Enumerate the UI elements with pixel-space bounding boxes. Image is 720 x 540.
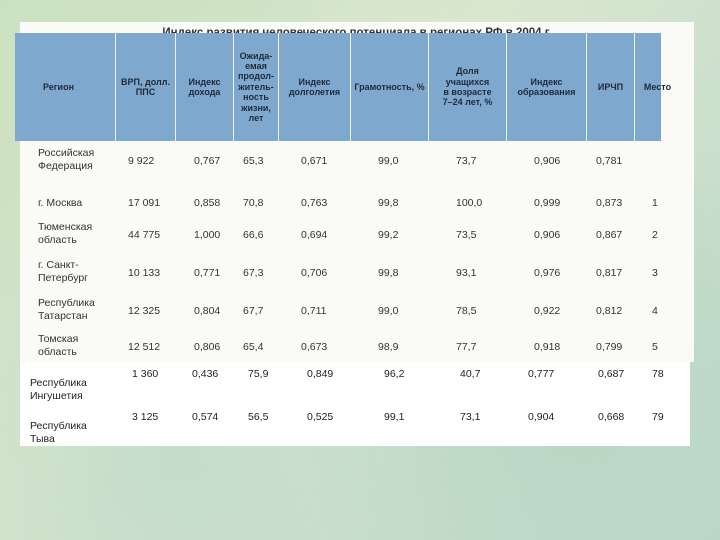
table-cell: 12 512 xyxy=(128,341,161,353)
table-cell: 0,906 xyxy=(534,155,561,167)
table-cell: 0,771 xyxy=(194,267,221,279)
row-region-label: г. Санкт- Петербург xyxy=(38,259,88,285)
table-cell: 78,5 xyxy=(456,305,477,317)
column-header-hdi: ИРЧП xyxy=(586,33,634,141)
row-region-label: Тюменская область xyxy=(38,221,93,247)
column-header-vrp: ВРП, долл. ППС xyxy=(115,33,175,141)
table-cell: 0,804 xyxy=(194,305,221,317)
table-cell: 0,781 xyxy=(596,155,623,167)
table-cell: 99,0 xyxy=(378,155,399,167)
table-cell: 99,1 xyxy=(384,411,405,423)
column-header-literacy: Грамотность, % xyxy=(350,33,428,141)
table-cell: 0,906 xyxy=(534,229,561,241)
table-cell: 0,687 xyxy=(598,368,625,380)
lower-rows-panel xyxy=(20,362,690,446)
table-cell: 0,812 xyxy=(596,305,623,317)
table-cell: 0,976 xyxy=(534,267,561,279)
table-cell: 0,873 xyxy=(596,197,623,209)
table-cell: 1 xyxy=(652,197,658,209)
table-cell: 65,4 xyxy=(243,341,264,353)
table-cell: 0,777 xyxy=(528,368,555,380)
table-cell: 0,867 xyxy=(596,229,623,241)
table-cell: 1,000 xyxy=(194,229,221,241)
table-cell: 0,574 xyxy=(192,411,219,423)
table-cell: 3 125 xyxy=(132,411,159,423)
table-cell: 0,817 xyxy=(596,267,623,279)
table-cell: 44 775 xyxy=(128,229,161,241)
table-cell: 73,5 xyxy=(456,229,477,241)
table-cell: 0,799 xyxy=(596,341,623,353)
table-cell: 79 xyxy=(652,411,664,423)
row-region-label: Республика Ингушетия xyxy=(30,377,87,403)
table-cell: 0,525 xyxy=(307,411,334,423)
table-cell: 12 325 xyxy=(128,305,161,317)
table-cell: 56,5 xyxy=(248,411,269,423)
table-cell: 40,7 xyxy=(460,368,481,380)
table-cell: 0,999 xyxy=(534,197,561,209)
table-cell: 0,858 xyxy=(194,197,221,209)
table-cell: 67,7 xyxy=(243,305,264,317)
table-cell: 93,1 xyxy=(456,267,477,279)
table-cell: 0,763 xyxy=(301,197,328,209)
table-cell: 78 xyxy=(652,368,664,380)
table-cell: 0,673 xyxy=(301,341,328,353)
table-cell: 0,849 xyxy=(307,368,334,380)
table-cell: 0,904 xyxy=(528,411,555,423)
table-cell: 0,694 xyxy=(301,229,328,241)
table-cell: 2 xyxy=(652,229,658,241)
table-cell: 0,671 xyxy=(301,155,328,167)
table-cell: 0,806 xyxy=(194,341,221,353)
table-cell: 75,9 xyxy=(248,368,269,380)
row-region-label: Республика Татарстан xyxy=(38,297,95,323)
table-cell: 77,7 xyxy=(456,341,477,353)
table-cell: 73,7 xyxy=(456,155,477,167)
table-cell: 70,8 xyxy=(243,197,264,209)
table-cell: 0,918 xyxy=(534,341,561,353)
row-region-label: Республика Тыва xyxy=(30,420,87,446)
table-cell: 9 922 xyxy=(128,155,155,167)
column-header-region: Регион xyxy=(43,81,74,92)
table-cell: 0,706 xyxy=(301,267,328,279)
table-cell: 0,668 xyxy=(598,411,625,423)
table-cell: 99,0 xyxy=(378,305,399,317)
table-cell: 10 133 xyxy=(128,267,161,279)
table-cell: 66,6 xyxy=(243,229,264,241)
table-cell: 100,0 xyxy=(456,197,483,209)
table-cell: 98,9 xyxy=(378,341,399,353)
table-cell: 3 xyxy=(652,267,658,279)
table-cell: 4 xyxy=(652,305,658,317)
table-cell: 96,2 xyxy=(384,368,405,380)
row-region-label: Томская область xyxy=(38,333,79,359)
table-cell: 1 360 xyxy=(132,368,159,380)
table-cell: 5 xyxy=(652,341,658,353)
column-header-income-index: Индекс дохода xyxy=(175,33,233,141)
table-cell: 0,767 xyxy=(194,155,221,167)
table-cell: 73,1 xyxy=(460,411,481,423)
table-cell: 17 091 xyxy=(128,197,161,209)
row-region-label: Российская Федерация xyxy=(38,147,95,173)
table-cell: 99,8 xyxy=(378,267,399,279)
column-header-students-share: Доля учащихся в возрасте 7–24 лет, % xyxy=(428,33,506,141)
row-region-label: г. Москва xyxy=(38,197,83,209)
column-header-life-expectancy: Ожида- емая продол- житель- ность жизни, лет xyxy=(233,33,278,141)
table-cell: 67,3 xyxy=(243,267,264,279)
table-cell: 0,436 xyxy=(192,368,219,380)
table-cell: 0,922 xyxy=(534,305,561,317)
column-header-rank: Место xyxy=(634,33,680,141)
table-cell: 99,2 xyxy=(378,229,399,241)
column-header-longevity-index: Индекс долголетия xyxy=(278,33,350,141)
table-cell: 99,8 xyxy=(378,197,399,209)
table-cell: 0,711 xyxy=(301,305,327,317)
column-header-education-index: Индекс образования xyxy=(506,33,586,141)
table-cell: 65,3 xyxy=(243,155,264,167)
